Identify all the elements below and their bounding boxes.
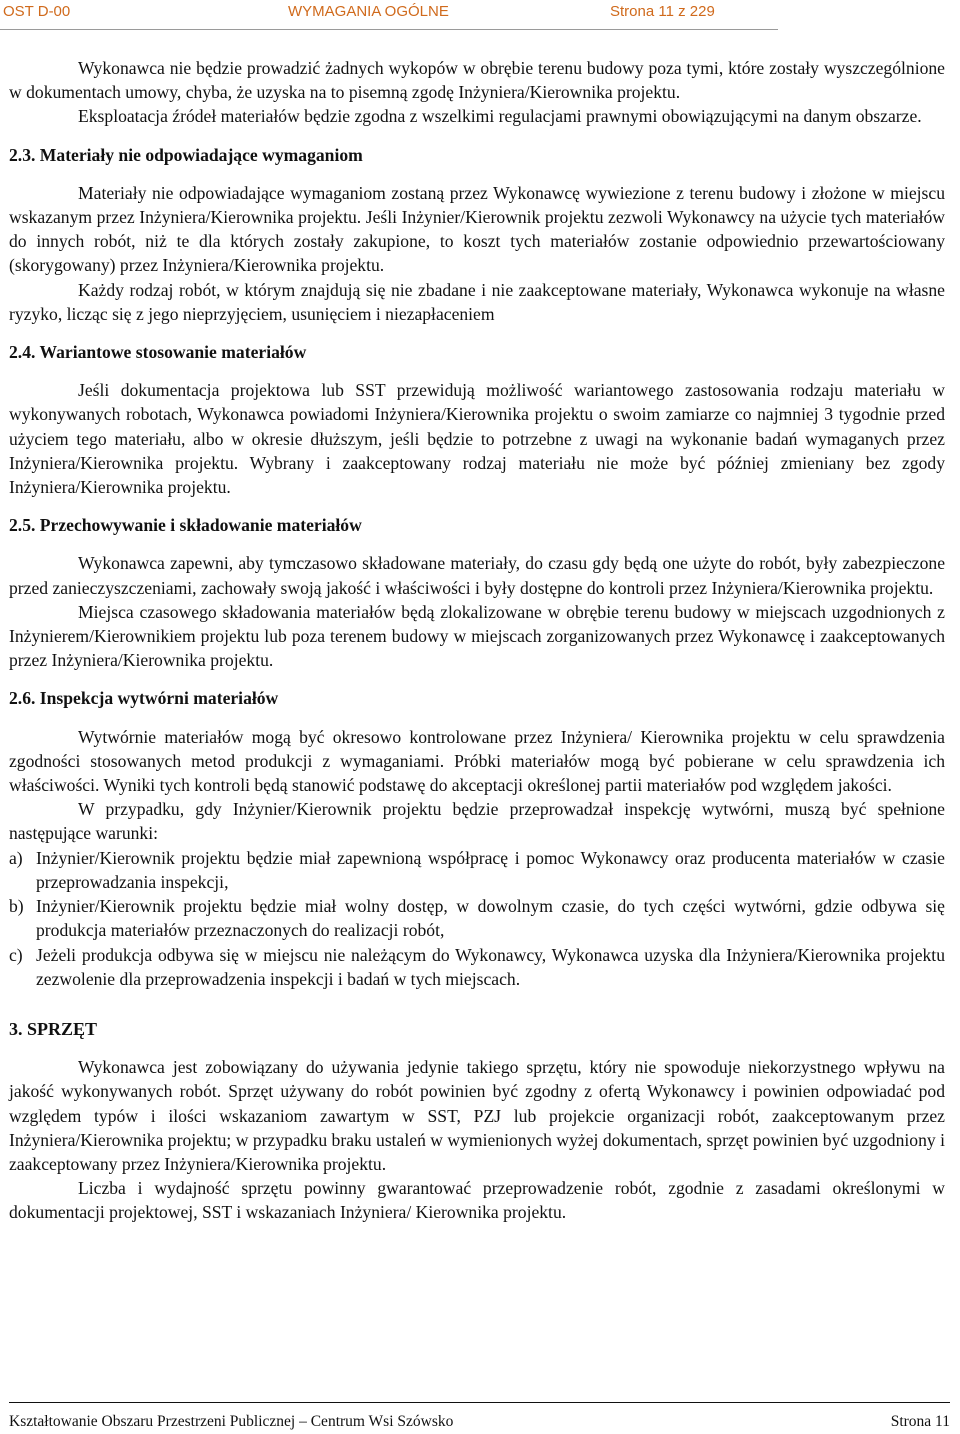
- list-item-text: Inżynier/Kierownik projektu będzie miał wolny dostęp, w dowolnym czasie, do tych części wytwórni, gdzie odbywa się produkcja materiałów przeznaczonych do realizacji robót,: [36, 896, 945, 941]
- section-2-4-paragraph-1: Jeśli dokumentacja projektowa lub SST przewidują możliwość wariantowego zastosowania rodzaju materiału w wykonywanych robotach, Wykonawca powiadomi Inżyniera/Kierownika projektu o swoim zamiarze co najmniej 3 tygodnie przed użyciem tego materiału, albo w okresie dłuższym, jeśli będzie to potrzebne z uwagi na wykonanie badań wymaganych przez Inżyniera/Kierownika projektu. Wybrany i zaakceptowany rodzaj materiału nie może być później zmieniany bez zgody Inżyniera/Kierownika projektu.: [9, 380, 945, 498]
- section-2-6-heading: 2.6. Inspekcja wytwórni materiałów: [9, 688, 279, 709]
- footer-page-number: Strona 11: [890, 1413, 950, 1430]
- list-item: [9, 846, 945, 894]
- list-item-label: a): [9, 847, 23, 868]
- section-2-3-paragraph-2: Każdy rodzaj robót, w którym znajdują się nie zbadane i nie zaakceptowane materiały, Wykonawca wykonuje na własne ryzyko, licząc się z jego nieprzyjęciem, usunięciem i niezapłaceniem: [9, 279, 945, 324]
- list-item-text: Jeżeli produkcja odbywa się w miejscu nie należącym do Wykonawcy, Wykonawca uzyska dla Inżyniera/Kierownika projektu zezwolenie dla przeprowadzenia inspekcji i badań w tych miejscach.: [36, 944, 945, 989]
- section-2-5-paragraph-2: Miejsca czasowego składowania materiałów będą zlokalizowane w obrębie terenu budowy w miejscach uzgodnionych z Inżynierem/Kierownikiem projektu lub poza terenem budowy w miejscach zorganizowanych przez Wykonawcę i zaakceptowanych przez Inżyniera/Kierownika projektu.: [9, 601, 945, 671]
- footer-divider: [9, 1402, 950, 1403]
- header-page-number: Strona 11 z 229: [610, 3, 715, 20]
- document-body: [9, 56, 945, 1225]
- section-2-5-heading: 2.5. Przechowywanie i składowanie materiałów: [9, 515, 362, 536]
- list-item-text: Inżynier/Kierownik projektu będzie miał zapewnioną współpracę i pomoc Wykonawcy oraz producenta materiałów w czasie przeprowadzania inspekcji,: [36, 847, 945, 892]
- header-doc-code: OST D-00: [3, 3, 71, 20]
- intro-paragraph-1: Wykonawca nie będzie prowadzić żadnych wykopów w obrębie terenu budowy poza tymi, które zostały wyszczególnione w dokumentach umowy, chyba, że uzyska na to pisemną zgodę Inżyniera/Kierownika projektu.: [9, 58, 945, 103]
- section-3-paragraph-1: Wykonawca jest zobowiązany do używania jedynie takiego sprzętu, który nie spowoduje niekorzystnego wpływu na jakość wykonywanych robót. Sprzęt używany do robót powinien być zgodny z ofertą Wykonawcy i powinien odpowiadać pod względem typów i ilości wskazaniom zawartym w SST, PZJ lub projekcie organizacji robót, zaakceptowanym przez Inżyniera/Kierownika projektu; w przypadku braku ustaleń w wymienionych wyżej dokumentach, sprzęt powinien być uzgodniony i zaakceptowany przez Inżyniera/Kierownika projektu.: [9, 1057, 945, 1174]
- section-2-6-paragraph-1: Wytwórnie materiałów mogą być okresowo kontrolowane przez Inżyniera/ Kierownika projektu w celu sprawdzenia zgodności stosowanych metod produkcji z wymaganiami. Próbki materiałów mogą być pobierane w celu sprawdzenia ich właściwości. Wyniki tych kontroli będą stanowić podstawę do akceptacji określonej partii materiałów pod względem jakości.: [9, 726, 945, 796]
- section-2-3-heading: 2.3. Materiały nie odpowiadające wymaganiom: [9, 144, 363, 165]
- footer-project-title: Kształtowanie Obszaru Przestrzeni Publicznej – Centrum Wsi Szówsko: [9, 1413, 454, 1430]
- intro-paragraph-2: Eksploatacja źródeł materiałów będzie zgodna z wszelkimi regulacjami prawnymi obowiązującymi na danym obszarze.: [78, 106, 922, 127]
- section-2-4-heading: 2.4. Wariantowe stosowanie materiałów: [9, 342, 307, 363]
- section-3-heading: 3. SPRZĘT: [9, 1018, 98, 1039]
- list-item: [9, 943, 945, 991]
- page-header: [0, 0, 960, 26]
- section-3-paragraph-2: Liczba i wydajność sprzętu powinny gwarantować przeprowadzenie robót, zgodnie z zasadami określonymi w dokumentacji projektowej, SST i wskazaniach Inżyniera/ Kierownika projektu.: [9, 1178, 945, 1223]
- list-item-label: c): [9, 944, 23, 965]
- header-divider: [0, 29, 778, 30]
- section-2-6-paragraph-2: W przypadku, gdy Inżynier/Kierownik projektu będzie przeprowadzał inspekcję wytwórni, muszą być spełnione następujące warunki:: [9, 799, 945, 844]
- list-item: [9, 894, 945, 942]
- header-section-title: WYMAGANIA OGÓLNE: [288, 3, 449, 20]
- section-2-5-paragraph-1: Wykonawca zapewni, aby tymczasowo składowane materiały, do czasu gdy będą one użyte do robót, były zabezpieczone przed zanieczyszczeniami, zachowały swoją jakość i właściwości i były dostępne do kontroli przez Inżyniera/Kierownika projektu.: [9, 553, 945, 598]
- section-2-3-paragraph-1: Materiały nie odpowiadające wymaganiom zostaną przez Wykonawcę wywiezione z terenu budowy i złożone w miejscu wskazanym przez Inżyniera/Kierownika projektu. Jeśli Inżynier/Kierownik projektu zezwoli Wykonawcy na użycie tych materiałów do innych robót, niż te dla których zostały zakupione, to koszt tych materiałów zostanie odpowiednio przewartościowany (skorygowany) przez Inżyniera/Kierownika projektu.: [9, 182, 945, 276]
- list-item-label: b): [9, 896, 24, 917]
